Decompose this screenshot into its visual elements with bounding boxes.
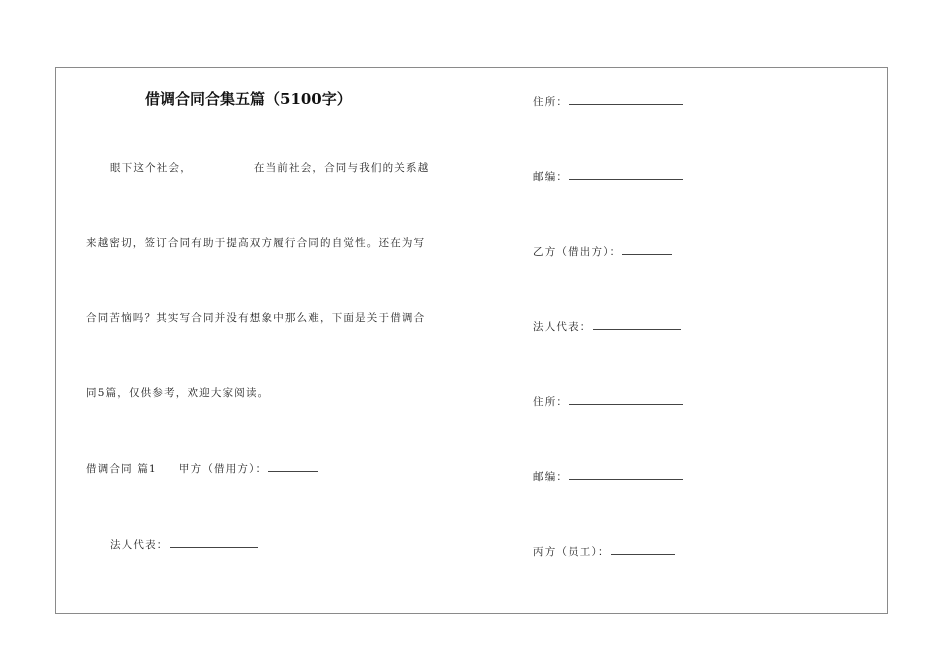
party-c-blank [611, 544, 675, 555]
address-a-line [533, 94, 683, 109]
intro-line-4: 同5篇，仅供参考，欢迎大家阅读。 [86, 387, 270, 399]
address-b-line [533, 394, 683, 409]
postcode-b-label: 邮编： [533, 471, 569, 483]
party-b-label: 乙方（借出方）： [533, 246, 622, 258]
postcode-a-blank [569, 169, 683, 180]
address-a-label: 住所： [533, 96, 569, 108]
postcode-a-line [533, 169, 683, 184]
postcode-b-blank [569, 469, 683, 480]
party-a-blank [268, 461, 318, 472]
legal-rep-label: 法人代表： [110, 539, 169, 551]
document-title: 借调合同合集五篇（5100字） [145, 90, 352, 108]
intro-line-3: 合同苦恼吗？其实写合同并没有想象中那么难，下面是关于借调合 [86, 312, 426, 324]
party-b-line [533, 244, 672, 259]
legal-rep-line [110, 537, 258, 552]
party-c-label: 丙方（员工）： [533, 546, 610, 558]
legal-rep-blank [170, 537, 258, 548]
legal-rep-b-blank [593, 319, 681, 330]
address-b-blank [569, 394, 683, 405]
intro-line-1-a: 眼下这个社会， [110, 162, 192, 174]
page-frame [55, 67, 888, 614]
legal-rep-b-line [533, 319, 681, 334]
section-heading-line [86, 461, 318, 476]
party-c-line [533, 544, 675, 559]
party-a-label: 甲方（借用方）： [178, 463, 268, 475]
address-a-blank [569, 94, 683, 105]
section-heading: 借调合同 篇1 [86, 463, 157, 475]
intro-line-2: 来越密切，签订合同有助于提高双方履行合同的自觉性。还在为写 [86, 237, 426, 249]
intro-line-1 [110, 161, 429, 175]
postcode-b-line [533, 469, 683, 484]
postcode-a-label: 邮编： [533, 171, 569, 183]
intro-line-1-b: 在当前社会，合同与我们的关系越 [253, 162, 430, 174]
address-b-label: 住所： [533, 396, 569, 408]
legal-rep-b-label: 法人代表： [533, 321, 592, 333]
party-b-blank [622, 244, 672, 255]
